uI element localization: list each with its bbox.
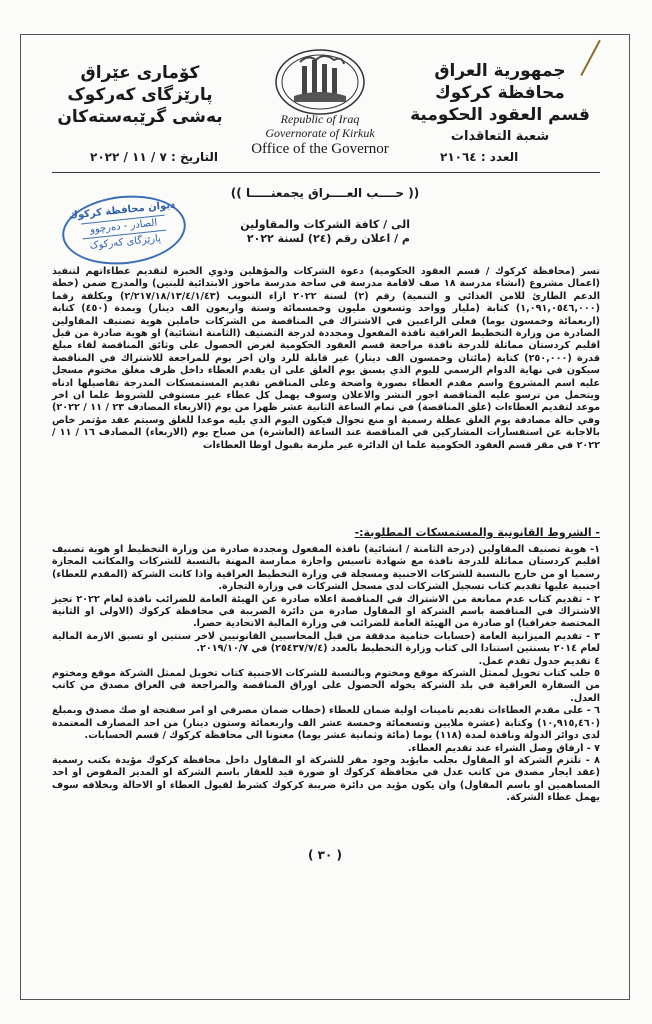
kurdish-header-line: پارێزگای کەرکوک bbox=[67, 85, 213, 105]
arabic-header bbox=[390, 60, 610, 148]
arabic-header-line: جمهورية العراق bbox=[434, 61, 566, 81]
stamp-line: پارێزگای کەرکوک bbox=[89, 233, 162, 252]
announcement-paragraph: تسر (محافظة كركوك / قسم العقود الحكومية) دعوة الشركات والمؤهلين وذوي الخبرة لتقديم عطاءاتهم لتنفيذ (اعمال مشروع (انشاء مدرسة ١٨ صف لاقامة مدرسة في ساحة مدرسة ماحوز الابتدائية للبنين) والمدرج ضمن (خطة الدعم الطارئ للامن الغذائي و التنمية) رقم (٢) لسنة ٢٠٢٢ ازاء التبويب (٢/٢١٧/١٨/١٣/٤/١/٤٣) وبكلفة رقما (١,٠٩١,٠٥٤٦,٠٠٠) كتابة (مليار وواحد وتسعون مليون وخمسمائة وستة واربعون الف دينار) وبمدة (٤٥٠) كتابة (اربعمائة وخمسون يوما) فعلى الراغبين في الاشتراك في المناقصة من الشركات حاملين هوية تصنيف المقاولين الصادرة من وزارة التخطيط العراقية نافذة المفعول ومجددة لدرجة التصنيف (الثامنة انشائية) او هوية صادرة من قبل اقليم كردستان مماثلة للدرجة نافذة مراجعة قسم العقود الحكومية لغرض الحصول على وثائق المناقصة لقاء مبلغ قدرة (٢٥٠,٠٠٠) كتابة (مائتان وخمسون الف دينار) غير قابلة للرد وان اخر يوم للمراجعة للاشتراك في المناقصة سيكون في نهاية الدوام الرسمي لليوم الذي يسبق يوم الغلق على ان يقدم العطاء داخل ظرف مغلق مختوم مسجل عليه اسم المشروع واسم مقدم العطاء بصورة واضحة وعلى المناقص تقديم المستمسكات المدرجة تفاصيلها ادناه ويتحمل من ترسو عليه المناقصة اجور النشر والاعلان وسوف يهمل كل عطاء غير مستوفي للشروط علما ان اخر موعد لتقديم العطاءات (غلق المناقصة) في تمام الساعة الثانية عشر ظهرا من يوم (الاربعاء المصادف ٢٣ / ١١ / ٢٠٢٢) وفي حالة مصادفة يوم الغلق عطلة رسمية او منع تجوال فيكون اليوم الذي يليه موعدا للغلق وسيتم عقد مؤتمر خاص بالاجابة عن استفسارات المشاركين في المناقصة عند الساعة (العاشرة) من صباح يوم (الاربعاء) المصادف ١٦ / ١١ / ٢٠٢٢ في مقر قسم العقود الحكومية علما ان الدائرة غير ملزمة بقبول اوطا العطاءات bbox=[52, 266, 601, 451]
condition-item: ٥ جلب كتاب تخويل لممثل الشركة موقع ومختوم وبالنسبة للشركات الاجنبية كتاب تخويل لممثل الشركة موقع ومختوم من السفارة العراقية في بلد الشركة يخوله الحصول على اوراق المناقصة والمراجعة في العراق مصدق من كاتب العدل. bbox=[52, 668, 600, 704]
arabic-header-line: محافظة كركوك bbox=[435, 83, 565, 103]
stamp-line: الصادر - دەرچوو bbox=[81, 215, 166, 240]
document-date bbox=[90, 150, 218, 164]
condition-item: ١- هوية تصنيف المقاولين (درجة الثامنة / انشائية) نافذة المفعول ومجددة صادرة من وزارة التخطيط او هوية تصنيف اقليم كردستان مماثلة للدرجة نافذة مع شهادة تاسيس واجازة ممارسة المهنة بالنسبة للشركات والمكاتب المجازة رسميا او من خارج بالنسبة للشركات الاجنبية ومسجلة في وزارة التخطيط العراقية واذا كانت الشركة (المقدم للعطاء) اجنبية عليها تقديم كتاب تسجيل الشركات لدى مسجل الشركات في وزارة التجارة. bbox=[52, 544, 600, 593]
number-label: العدد : bbox=[480, 150, 519, 164]
date-label: التاريخ : bbox=[170, 150, 219, 164]
condition-item: ٢ - تقديم كتاب عدم ممانعة من الاشتراك في المناقصة اعلاه صادرة عن الهيئة العامة للضرائب نافذة لعام ٢٠٢٢ تجيز الاشتراك في المناقصة باسم الشركة او المقاول صادرة من دائرة الضريبة في محافظة كركوك (الاولى او الثانية المختصة جغرافيا) او صادرة من الهيئة العامة للضرائب في وزارة المالية الاتحادية حصرا. bbox=[52, 593, 600, 630]
number-value: ٢١٠٦٤ bbox=[440, 150, 477, 164]
arabic-header-line: قسم العقود الحكومية bbox=[410, 105, 590, 125]
condition-item: ٣ - تقديم الميزانية العامة (حسابات ختامية مدققة من قبل المحاسبين القانونيين لاخر سنتين او تسبق الازمة المالية لعام ٢٠١٤ بسنتين استنادا الى كتاب وزارة التخطيط بالعدد (٢٥٤٣٧/٧/٤) في ٢٠١٩/١٠/٧. bbox=[52, 630, 600, 655]
english-header bbox=[230, 112, 410, 158]
kurdish-header-line: کۆماری عێراق bbox=[80, 63, 200, 83]
governorate-emblem-icon bbox=[272, 46, 368, 118]
stamp-line: ديوان محافظة كركوك bbox=[68, 199, 176, 222]
document-number bbox=[440, 150, 518, 164]
conditions-title: - الشروط القانونية والمستمسكات المطلوبة:- bbox=[354, 526, 600, 539]
kurdish-header-line: بەشی گرێبەستەکان bbox=[57, 107, 223, 127]
arabic-header-line: شعبة التعاقدات bbox=[450, 129, 550, 144]
header-divider bbox=[52, 172, 600, 173]
condition-item: ٦ - على مقدم العطاءات تقديم تامينات اولية ضمان للعطاء (خطاب ضمان مصرفي او امر سفتجة او صك مصدق وبمبلغ (١٠,٩١٥,٤٦٠) وكتابة (عشرة ملايين وتسعمائة وخمسة عشر الف واربعمائة وستون دينار) من احد المصارف المعتمدة لدى دوائر الدولة ونافذة لمدة (١١٨) يوما (مائة وثمانية عشر يوما) معنونا الى محافظة كركوك / قسم الحسابات. bbox=[52, 705, 600, 742]
english-header-line: Office of the Governor bbox=[251, 141, 389, 157]
english-header-line: Republic of Iraq bbox=[280, 112, 360, 126]
conditions-list bbox=[52, 544, 600, 805]
english-header-line: Governorate of Kirkuk bbox=[265, 126, 375, 140]
condition-item: ٤ تقديم جدول تقدم عمل. bbox=[478, 655, 600, 667]
page-number: ( ٣٠ ) bbox=[308, 848, 342, 862]
addressee-line: م / اعلان رقم (٢٤) لسنة ٢٠٢٢ bbox=[246, 232, 410, 245]
date-value: ٧ / ١١ / ٢٠٢٢ bbox=[90, 150, 167, 164]
motto: (( حــــب العــــراق يجمعنـــــا )) bbox=[230, 186, 420, 200]
condition-item: ٧ - ارفاق وصل الشراء عند تقديم العطاء. bbox=[407, 742, 600, 754]
announcement-body bbox=[52, 266, 600, 452]
kurdish-header bbox=[40, 62, 240, 128]
addressee-line: الى / كافة الشركات والمقاولين bbox=[240, 218, 410, 231]
condition-item: ٨ - تلتزم الشركة او المقاول بجلب مايؤيد وجود مقر للشركة او المقاول داخل محافظة كركوك مؤيدة بكتب رسمية (عقد ايجار مصدق من كاتب عدل في محافظة كركوك او صورة قيد للعقار باسم الشركة او المدير المفوض او احد المساهمين او باسم المقاول) وان يكون مؤيد من دائرة ضريبة كركوك كشرط لقبول العطاء او الاحالة وبخلافه سوف يهمل عطاء الشركة. bbox=[52, 754, 600, 804]
addressee bbox=[240, 218, 410, 246]
